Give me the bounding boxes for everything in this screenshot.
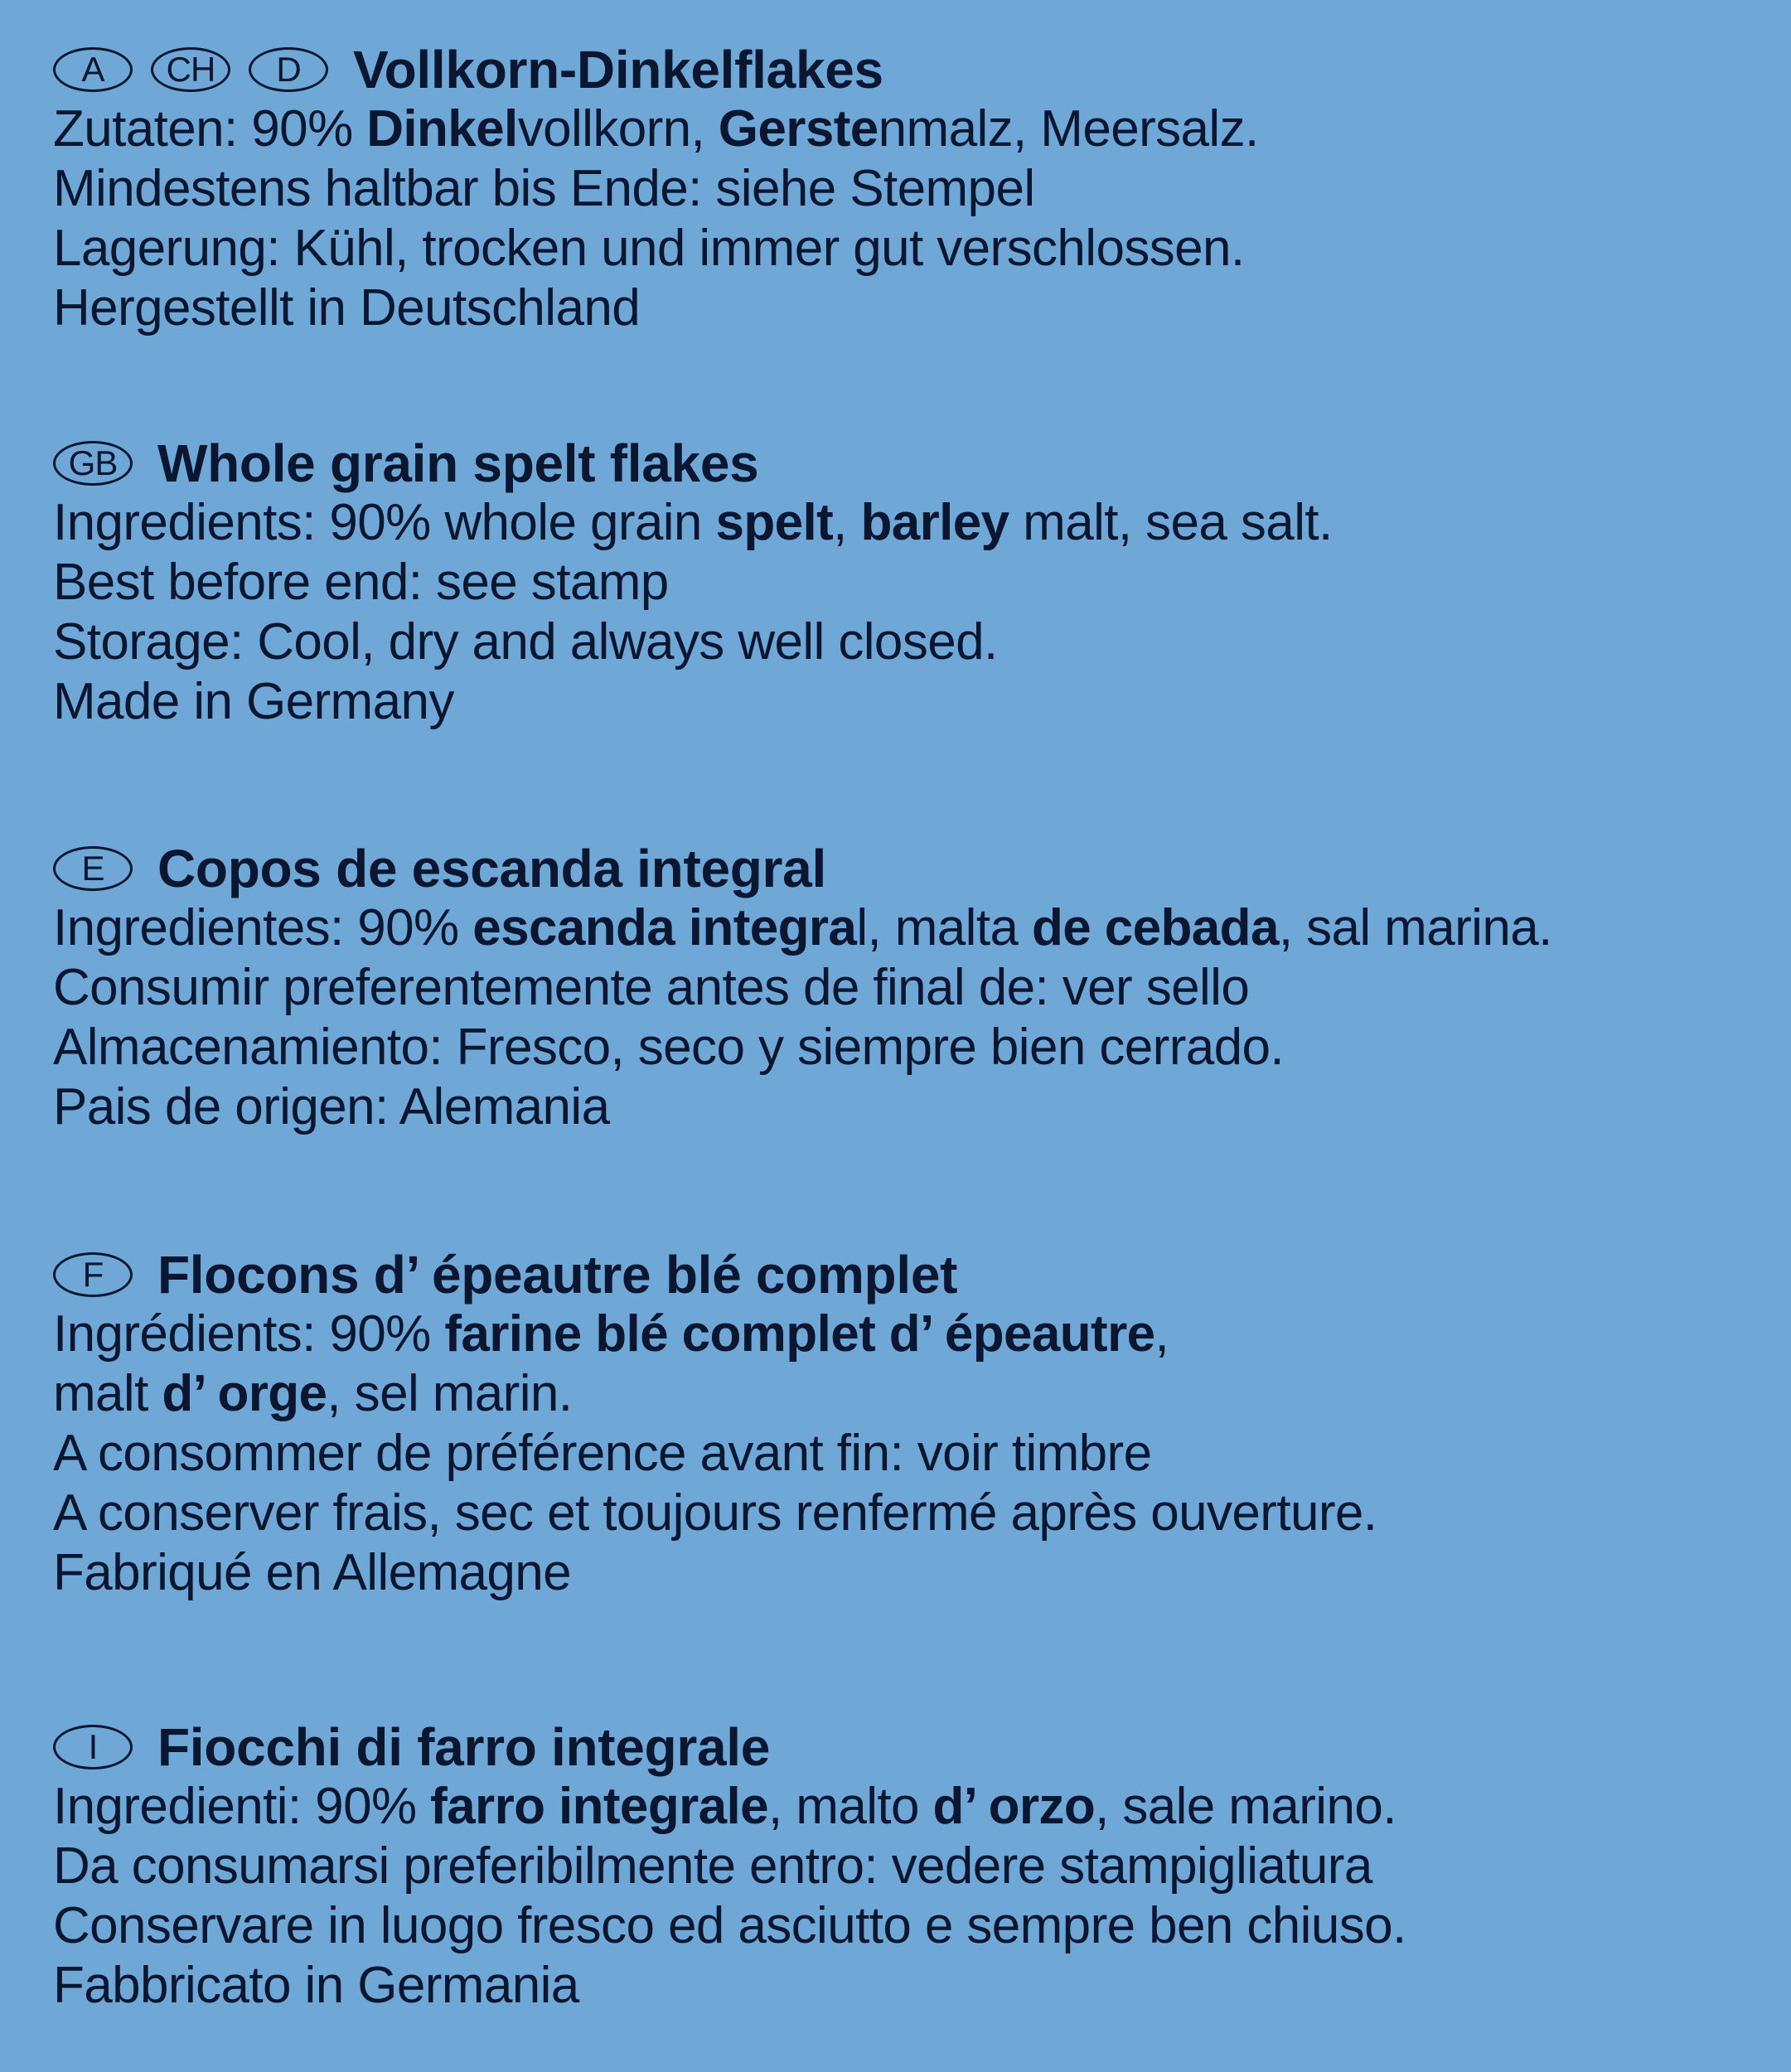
ingredients-line bbox=[53, 898, 1769, 958]
ingredients-line bbox=[53, 1305, 1769, 1364]
section-english bbox=[53, 433, 1769, 732]
best-before-line: Consumir preferentemente antes de final de: ver sello bbox=[53, 959, 1250, 1016]
section-french bbox=[53, 1245, 1769, 1603]
ingredients-text: malt, sea salt. bbox=[1009, 494, 1333, 551]
ingredient-allergen: Gerste bbox=[718, 100, 879, 157]
ingredients-text: malt bbox=[53, 1365, 162, 1422]
storage-line: Storage: Cool, dry and always well closed. bbox=[53, 613, 998, 670]
ingredient-allergen: farro integrale bbox=[430, 1778, 769, 1835]
ingredient-allergen: Dinkel bbox=[366, 100, 518, 157]
ingredients-text: , bbox=[833, 494, 861, 551]
ingredients-text: , bbox=[1154, 1305, 1169, 1363]
origin-line: Fabriqué en Allemagne bbox=[53, 1544, 572, 1601]
country-badge-f: F bbox=[53, 1252, 133, 1297]
best-before-line: Best before end: see stamp bbox=[53, 554, 669, 611]
section-heading bbox=[53, 1717, 1769, 1777]
ingredients-text: , sel marin. bbox=[327, 1365, 573, 1422]
section-italian bbox=[53, 1717, 1769, 2016]
country-badge-d: D bbox=[249, 47, 328, 92]
country-badge-a: A bbox=[53, 47, 133, 92]
ingredients-text: vollkorn, bbox=[517, 100, 719, 157]
ingredients-text: , malto bbox=[768, 1778, 933, 1835]
ingredient-allergen: spelt bbox=[715, 494, 834, 551]
storage-line: A conserver frais, sec et toujours renfermé après ouverture. bbox=[53, 1484, 1377, 1542]
origin-line: Hergestellt in Deutschland bbox=[53, 279, 641, 336]
origin-line: Made in Germany bbox=[53, 673, 454, 730]
country-badges bbox=[53, 1252, 133, 1297]
country-badges bbox=[53, 846, 133, 891]
ingredients-line bbox=[53, 493, 1769, 553]
best-before-line: Da consumarsi preferibilmente entro: vedere stampigliatura bbox=[53, 1837, 1372, 1895]
storage-line: Almacenamiento: Fresco, seco y siempre bien cerrado. bbox=[53, 1019, 1285, 1076]
ingredients-text: , sale marino. bbox=[1095, 1778, 1396, 1835]
section-heading bbox=[53, 433, 1769, 493]
ingredients-text: , sal marina. bbox=[1278, 899, 1552, 956]
section-title: Copos de escanda integral bbox=[157, 839, 826, 898]
ingredients-text: Ingrédients: 90% bbox=[53, 1305, 445, 1363]
section-spanish bbox=[53, 839, 1769, 1137]
ingredients-text: Ingredientes: 90% bbox=[53, 899, 473, 956]
section-title: Flocons d’ épeautre blé complet bbox=[157, 1245, 958, 1305]
ingredient-allergen: de cebada bbox=[1031, 899, 1279, 956]
best-before-line: Mindestens haltbar bis Ende: siehe Stempel bbox=[53, 160, 1035, 217]
ingredient-allergen: escanda integra bbox=[472, 899, 857, 956]
section-title: Vollkorn-Dinkelflakes bbox=[353, 40, 883, 99]
ingredient-allergen: farine blé complet d’ épeautre bbox=[444, 1305, 1155, 1363]
section-heading bbox=[53, 1245, 1769, 1305]
country-badge-gb: GB bbox=[53, 441, 133, 486]
ingredients-text: Zutaten: 90% bbox=[53, 100, 367, 157]
ingredients-text: Ingredienti: 90% bbox=[53, 1778, 431, 1835]
ingredients-text: Ingredients: 90% whole grain bbox=[53, 494, 716, 551]
country-badges bbox=[53, 441, 133, 486]
section-heading bbox=[53, 40, 1769, 99]
section-title: Fiocchi di farro integrale bbox=[157, 1717, 771, 1777]
section-german bbox=[53, 40, 1769, 338]
storage-line: Lagerung: Kühl, trocken und immer gut verschlossen. bbox=[53, 220, 1245, 277]
country-badge-i: I bbox=[53, 1725, 133, 1769]
section-heading bbox=[53, 839, 1769, 898]
section-title: Whole grain spelt flakes bbox=[157, 433, 759, 493]
origin-line: Fabbricato in Germania bbox=[53, 1957, 579, 2014]
ingredients-line bbox=[53, 99, 1769, 159]
ingredient-allergen: barley bbox=[860, 494, 1009, 551]
ingredients-text: nmalz, Meersalz. bbox=[878, 100, 1259, 157]
ingredients-text: l, malta bbox=[856, 899, 1032, 956]
country-badge-e: E bbox=[53, 846, 133, 891]
country-badges bbox=[53, 47, 328, 92]
country-badges bbox=[53, 1725, 133, 1769]
ingredients-line bbox=[53, 1777, 1769, 1837]
ingredients-line-continued bbox=[53, 1364, 1769, 1424]
origin-line: Pais de origen: Alemania bbox=[53, 1078, 610, 1135]
best-before-line: A consommer de préférence avant fin: voir timbre bbox=[53, 1425, 1152, 1482]
ingredient-allergen: d’ orge bbox=[162, 1365, 327, 1422]
country-badge-ch: CH bbox=[151, 47, 230, 92]
ingredient-allergen: d’ orzo bbox=[932, 1778, 1096, 1835]
storage-line: Conservare in luogo fresco ed asciutto e sempre ben chiuso. bbox=[53, 1897, 1406, 1954]
